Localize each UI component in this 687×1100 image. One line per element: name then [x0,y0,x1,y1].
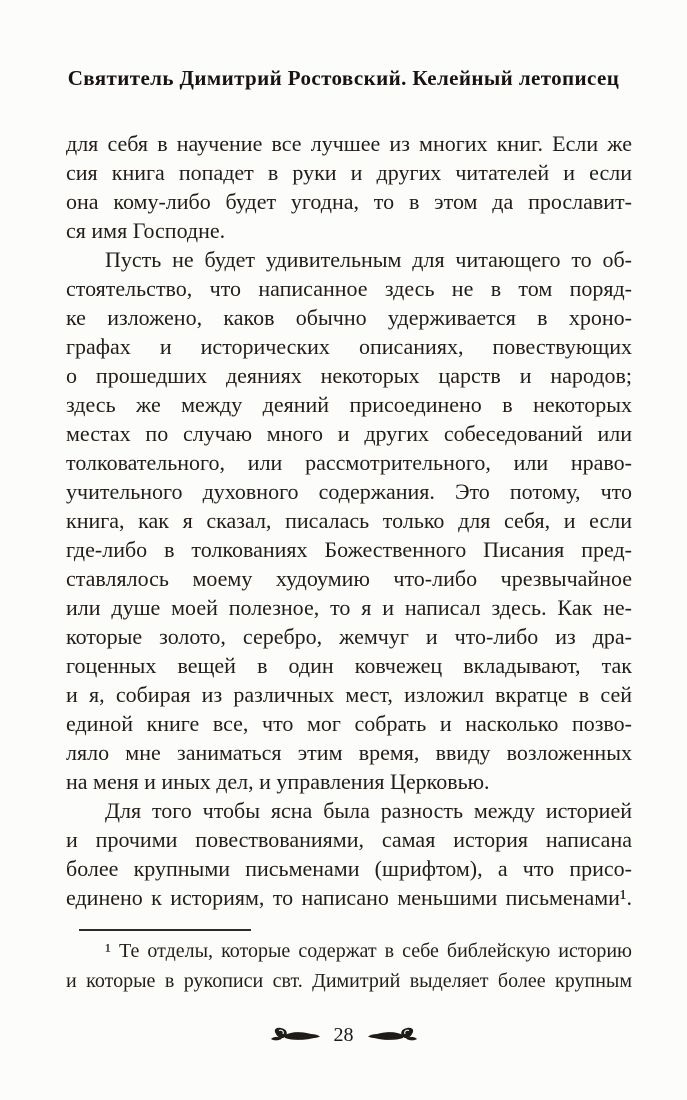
text-line: она кому-либо будет угодна, то в этом да прославит- [66,189,632,214]
text-line: стоятельство, что написанное здесь не в том поряд- [66,276,632,301]
footnote [66,936,632,996]
text-line: ¹ Те отделы, которые содержат в себе библейскую историю [105,940,632,962]
text-line: Пусть не будет удивительным для читающего то об- [105,247,632,272]
text-line: книга, как я сказал, писалась только для себя, и если [66,508,632,533]
text-line: графах и исторических описаниях, повествующих [66,334,632,359]
text-line: более крупными письменами (шрифтом), а что присо- [66,856,632,881]
text-line: сия книга попадет в руки и других читателей и если [66,160,632,185]
footnote-divider [79,929,251,931]
text-line: местах по случаю много и других собеседований или [66,421,632,446]
text-line: единено к историям, то написано меньшими письменами¹. [66,885,632,910]
text-line: ляло мне заниматься этим время, ввиду возложенных [66,740,632,765]
text-line: которые золото, серебро, жемчуг и что-либо из дра- [66,624,632,649]
text-line: здесь же между деяний присоединено в некоторых [66,392,632,417]
text-line: гоценных вещей в один ковчежец вкладывают, так [66,653,632,678]
text-line: и я, собирая из различных мест, изложил вкратце в сей [66,682,632,707]
page-number: 28 [333,1024,354,1046]
floral-flourish-icon [367,1026,419,1046]
text-line: на меня и иных дел, и управления Церковью. [66,769,490,794]
text-line: единой книге все, что мог собрать и насколько позво- [66,711,632,736]
text-line: и прочими повествованиями, самая история написана [66,827,632,852]
text-line: для себя в научение все лучшее из многих книг. Если же [66,131,632,156]
text-line: и которые в рукописи свт. Димитрий выделяет более крупным [66,970,632,992]
page-footer [0,1024,687,1047]
body-text [66,129,632,912]
text-line: ставлялось моему худоумию что-либо чрезвычайное [66,566,632,591]
text-line: толковательного, или рассмотрительного, или нраво- [66,450,632,475]
text-line: учительного духовного содержания. Это потому, что [66,479,632,504]
text-line: или душе моей полезное, то я и написал здесь. Как не- [66,595,632,620]
text-line: ке изложено, каков обычно удерживается в хроно- [66,305,632,330]
text-line: Для того чтобы ясна была разность между историей [105,798,632,823]
text-line: о прошедших деяниях некоторых царств и народов; [66,363,632,388]
text-line: ся имя Господне. [66,218,226,243]
text-line: где-либо в толкованиях Божественного Писания пред- [66,537,632,562]
floral-flourish-icon [269,1026,321,1046]
running-head: Святитель Димитрий Ростовский. Келейный летописец [67,66,620,90]
